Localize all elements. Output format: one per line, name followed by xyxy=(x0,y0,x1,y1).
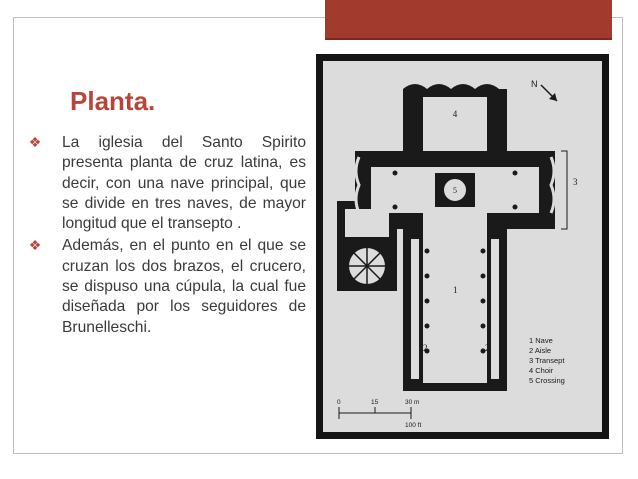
plan-label-4: 4 xyxy=(452,109,458,119)
legend-item: 1 Nave xyxy=(529,336,553,345)
plan-label-3: 3 xyxy=(573,177,578,187)
scale-label: 30 m xyxy=(405,399,420,406)
bullet-text: La iglesia del Santo Spirito presenta planta de cruz latina, es decir, con una nave principal, que se divide en tres naves, de mayor longitud que el transepto . xyxy=(62,134,306,233)
accent-bar xyxy=(325,0,612,38)
plan-label-1: 1 xyxy=(453,285,458,295)
decorative-bullet-icon: ❖ xyxy=(28,134,42,150)
legend-item: 5 Crossing xyxy=(529,376,565,385)
plan-label-2-right: 2 xyxy=(485,343,490,353)
legend-item: 3 Transept xyxy=(529,356,565,365)
north-label: N xyxy=(531,79,538,89)
bullet-item xyxy=(28,236,306,337)
scale-label: 0 xyxy=(337,399,341,406)
scale-label: 100 ft xyxy=(405,422,422,429)
floor-plan-drawing xyxy=(323,61,602,432)
plan-label-2-left: 2 xyxy=(423,343,428,353)
legend-item: 4 Choir xyxy=(529,366,554,375)
accent-bar-underline xyxy=(325,38,612,40)
bullet-item xyxy=(28,133,306,234)
legend-item: 2 Aisle xyxy=(529,346,552,355)
slide-title: Planta. xyxy=(70,86,156,116)
decorative-bullet-icon: ❖ xyxy=(28,237,42,254)
bullet-text: Además, en el punto en el que se cruzan los dos brazos, el crucero, se dispuso una cúpula, la cual fue diseñada por los seguidores de Brunelleschi. xyxy=(62,237,306,336)
bullet-list xyxy=(28,133,306,340)
scale-label: 15 xyxy=(371,399,379,406)
floor-plan-image xyxy=(316,54,609,439)
plan-label-5: 5 xyxy=(453,186,457,195)
